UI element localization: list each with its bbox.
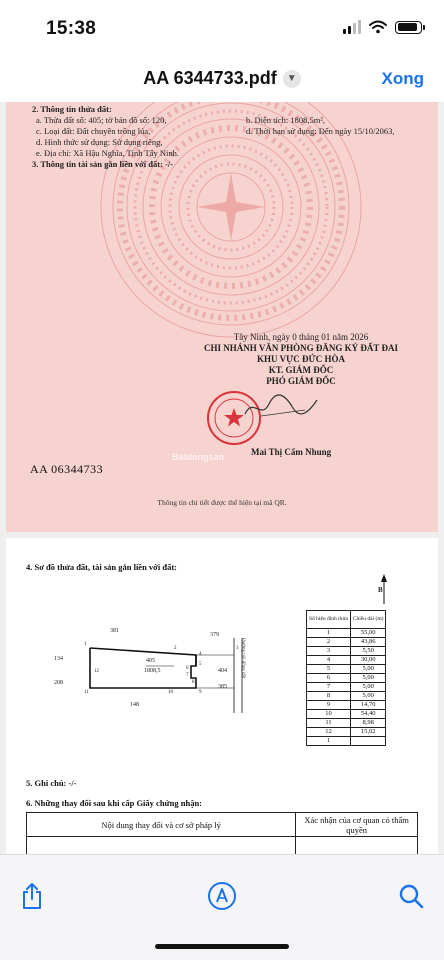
vertex-cell: 1 <box>307 737 351 746</box>
parcel-number-line: a. Thửa đất số: 405; tờ bản đồ số: 120, <box>36 115 167 125</box>
table-row <box>307 737 386 746</box>
vertex-label: 7 <box>186 673 189 678</box>
certificate-page-1 <box>6 102 438 532</box>
home-indicator[interactable] <box>155 944 289 949</box>
neighbor-label: 208 <box>54 680 63 686</box>
table-row <box>307 683 386 692</box>
edge-length-table <box>306 610 386 746</box>
table-row <box>307 728 386 737</box>
length-cell: 8,98 <box>350 719 386 728</box>
length-cell: 14,70 <box>350 701 386 710</box>
share-button[interactable] <box>17 881 47 911</box>
table-row <box>307 710 386 719</box>
length-cell: 5,00 <box>350 674 386 683</box>
certificate-page-2 <box>6 538 438 854</box>
table-row <box>307 665 386 674</box>
vertex-label: 10 <box>168 690 173 695</box>
battery-icon <box>395 21 422 34</box>
vertex-cell: 12 <box>307 728 351 737</box>
markup-button[interactable] <box>207 881 237 911</box>
length-cell: 5,50 <box>350 647 386 656</box>
office-name: CHI NHÁNH VĂN PHÒNG ĐĂNG KÝ ĐẤT ĐAI <box>204 343 398 353</box>
wifi-icon <box>369 20 387 34</box>
vertex-label: 9 <box>199 690 202 695</box>
change-content-header: Nội dung thay đổi và cơ sở pháp lý <box>27 813 296 837</box>
table-row <box>307 638 386 647</box>
vertex-cell: 7 <box>307 683 351 692</box>
land-type-line: c. Loại đất: Đất chuyên trồng lúa, <box>36 126 151 136</box>
vertex-cell: 3 <box>307 647 351 656</box>
vertex-cell: 4 <box>307 656 351 665</box>
road-label: Đường nội đồng đất <box>240 638 245 679</box>
signature-block <box>176 332 426 387</box>
status-bar <box>0 0 444 58</box>
table-header: Chiều dài (m) <box>350 611 386 629</box>
length-cell: 5,00 <box>350 665 386 674</box>
term-line: d. Thời hạn sử dụng: Đến ngày 15/10/2063, <box>246 126 395 136</box>
done-button[interactable]: Xong <box>381 69 424 88</box>
length-cell: 5,00 <box>350 683 386 692</box>
table-header: Số hiệu đỉnh thửa <box>307 611 351 629</box>
office-area: KHU VỰC ĐỨC HÒA <box>257 354 345 364</box>
search-button[interactable] <box>396 881 426 911</box>
length-cell: 54,40 <box>350 710 386 719</box>
usage-form-line: d. Hình thức sử dụng: Sử dụng riêng, <box>36 137 163 147</box>
vertex-label: 8 <box>192 680 195 685</box>
certificate-serial: AA 06344733 <box>30 462 104 476</box>
vertex-label: 1 <box>84 642 87 647</box>
table-row <box>307 719 386 728</box>
director-title: KT. GIÁM ĐỐC <box>268 365 334 375</box>
table-row <box>307 647 386 656</box>
parcel-number-label: 405 <box>146 658 155 664</box>
area-line: b. Diện tích: 1808,5m², <box>246 115 326 125</box>
search-icon <box>398 883 424 909</box>
vertex-label: 4 <box>199 652 202 657</box>
table-row <box>307 701 386 710</box>
signer-name: Mai Thị Cẩm Nhung <box>251 447 332 457</box>
vertex-cell: 6 <box>307 674 351 683</box>
north-label: B <box>378 586 383 594</box>
table-row <box>307 692 386 701</box>
vertex-label: 6 <box>186 666 189 671</box>
vertex-cell: 5 <box>307 665 351 674</box>
handwritten-signature <box>241 392 321 422</box>
deputy-title: PHÓ GIÁM ĐỐC <box>266 376 336 386</box>
length-cell: 5,00 <box>350 692 386 701</box>
date-line: Tây Ninh, ngày 0 tháng 01 năm 2026 <box>233 332 369 342</box>
length-cell: 55,00 <box>350 629 386 638</box>
neighbor-label: 379 <box>210 632 219 638</box>
neighbor-label: 148 <box>130 702 139 708</box>
nav-bar <box>0 58 444 102</box>
vertex-cell: 11 <box>307 719 351 728</box>
status-time: 15:38 <box>46 18 97 39</box>
vertex-label: 3 <box>236 646 239 651</box>
vertex-label: 2 <box>174 646 177 651</box>
north-arrow-icon <box>381 574 387 582</box>
neighbor-label: 381 <box>110 628 119 634</box>
table-row <box>307 674 386 683</box>
table-row <box>307 656 386 665</box>
length-cell: 30,00 <box>350 656 386 665</box>
address-line: e. Địa chỉ: Xã Hậu Nghĩa, Tỉnh Tây Ninh. <box>36 148 179 158</box>
length-cell: 43,86 <box>350 638 386 647</box>
section-3-heading: 3. Thông tin tài sản gắn liền với đất: -/- <box>32 159 174 169</box>
section-2-heading: 2. Thông tin thửa đất: <box>32 104 112 114</box>
section-5-heading: 5. Ghi chú: -/- <box>26 778 77 788</box>
neighbor-label: 404 <box>218 668 227 674</box>
document-title-button[interactable] <box>0 68 444 89</box>
length-cell: 15,02 <box>350 728 386 737</box>
document-title: AA 6344733.pdf <box>143 68 277 88</box>
vertex-cell: 8 <box>307 692 351 701</box>
qr-note: Thông tin chi tiết được thể hiện tại mã QR. <box>157 498 287 507</box>
neighbor-label: 385 <box>218 684 227 690</box>
chevron-down-icon[interactable]: ▼ <box>283 70 301 88</box>
watermark: Batdongsan <box>172 452 225 462</box>
share-icon <box>20 882 44 910</box>
section-6-heading: 6. Những thay đổi sau khi cấp Giấy chứng nhận: <box>26 798 203 808</box>
vertex-cell: 2 <box>307 638 351 647</box>
changes-table <box>26 812 418 854</box>
neighbor-label: 134 <box>54 656 63 662</box>
vertex-label: 11 <box>84 690 89 695</box>
cellular-signal-icon <box>343 20 361 34</box>
markup-pen-icon <box>207 881 237 911</box>
vertex-cell: 10 <box>307 710 351 719</box>
vertex-label: 12 <box>94 669 99 674</box>
vertex-cell: 9 <box>307 701 351 710</box>
pdf-viewer[interactable] <box>0 102 444 854</box>
vertex-cell: 1 <box>307 629 351 638</box>
status-icons <box>343 20 422 34</box>
table-row <box>307 629 386 638</box>
vertex-label: 5 <box>199 662 202 667</box>
change-confirm-header: Xác nhận của cơ quan có thẩm quyền <box>296 813 418 837</box>
parcel-area-label: 1808,5 <box>144 668 161 674</box>
length-cell <box>350 737 386 746</box>
section-4-heading: 4. Sơ đồ thửa đất, tài sản gắn liền với đất: <box>26 562 178 572</box>
table-row <box>27 837 418 855</box>
